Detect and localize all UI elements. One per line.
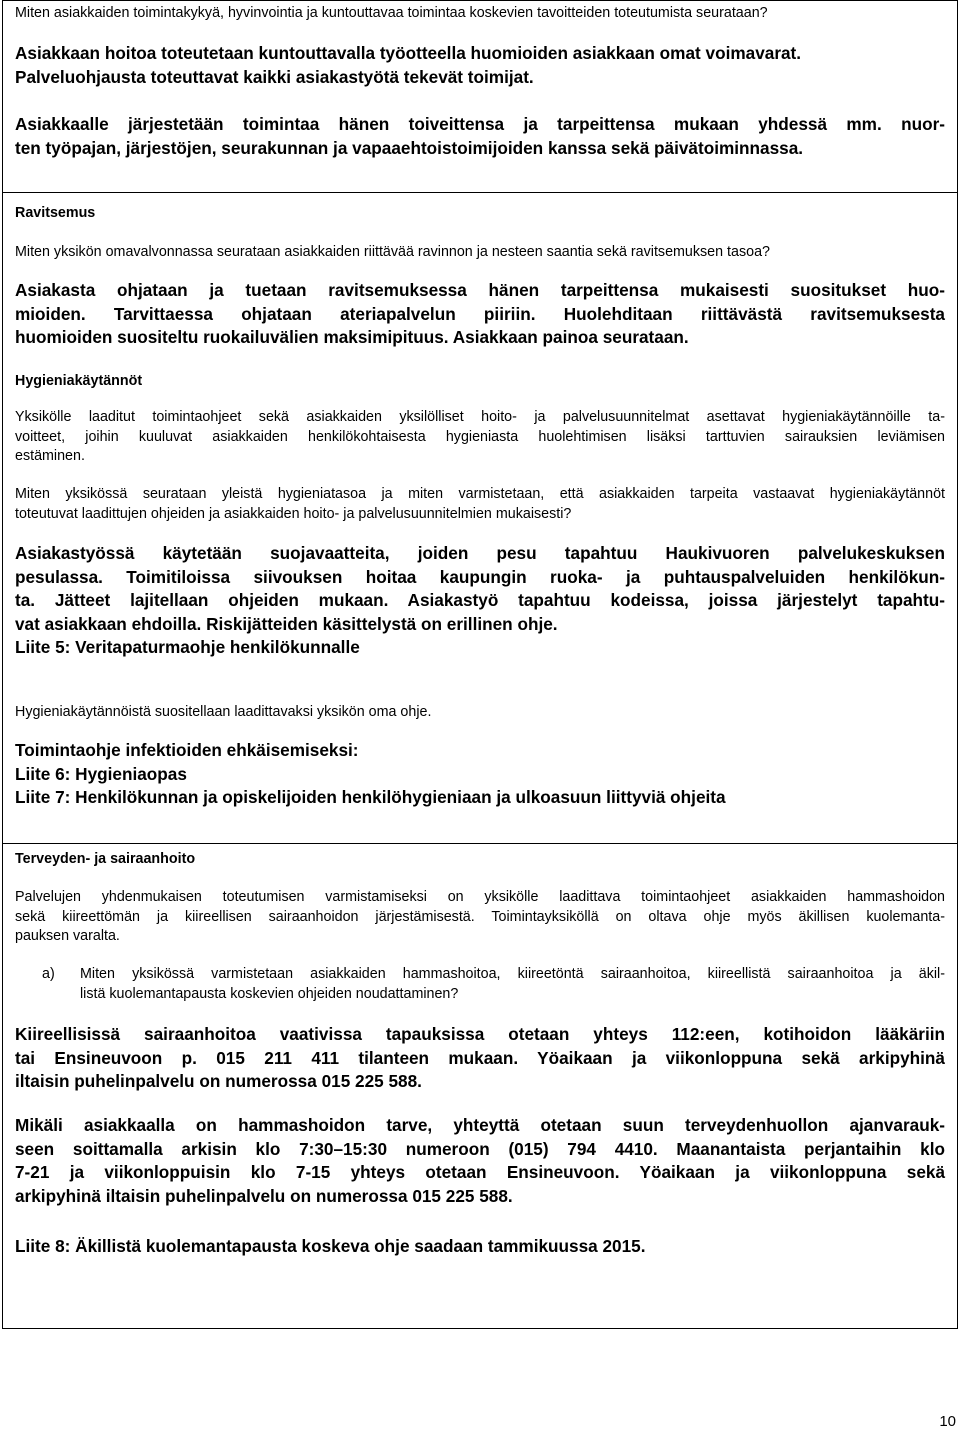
liite-7: Liite 7: Henkilökunnan ja opiskelijoiden henkilöhygieniaan ja ulkoasuun liittyviä ohjeita xyxy=(15,787,726,808)
nutrition-answer: Asiakasta ohjataan ja tuetaan ravitsemuksessa hänen tarpeittensa mukaisesti suositukset huo- mioiden. Tarvittaessa ohjataan ateriapalvelun piiriin. Huolehditaan riittävästä ravitsemuksesta huomioiden suositeltu ruokailuvälien maksimipituus. Asiakkaan painoa seurataan. xyxy=(15,280,945,348)
goals-answer-2: Asiakkaalle järjestetään toimintaa hänen toiveittensa ja tarpeittensa mukaan yhdessä mm. nuor- ten työpajan, järjestöjen, seurakunnan ja vapaaehtoistoimijoiden kanssa sekä päivätoiminnassa. xyxy=(15,114,945,158)
page-number: 10 xyxy=(939,1413,956,1430)
healthcare-answer-1: Kiireellisissä sairaanhoitoa vaativissa tapauksissa otetaan yhteys 112:een, kotihoidon lääkäriin tai Ensineuvoon p. 015 211 411 tilanteen mukaan. Yöaikaan ja viikonloppuna sekä arkipyhinä iltaisin puhelinpalvelu on numerossa 015 225 588. xyxy=(15,1024,945,1092)
nutrition-heading: Ravitsemus xyxy=(15,205,96,221)
nutrition-question: Miten yksikön omavalvonnassa seurataan asiakkaiden riittävää ravinnon ja nesteen saantia sekä ravitsemuksen tasoa? xyxy=(15,244,770,260)
liite-8: Liite 8: Äkillistä kuolemantapausta koskeva ohje saadaan tammikuussa 2015. xyxy=(15,1236,646,1256)
section-goals-box xyxy=(2,0,958,193)
hygiene-text-1: Yksikölle laaditut toimintaohjeet sekä asiakkaiden yksilölliset hoito- ja palvelusuunnitelmat asettavat hygieniakäytännöille ta- voitteet, joihin kuuluvat asiakkaiden henkilökohtaisesta hygieniasta huolehtimisen lisäksi tarttuvien sairauksien leviämisen estäminen. xyxy=(15,409,945,464)
list-item-a: a) Miten yksikössä varmistetaan asiakkaiden hammashoitoa, kiireetöntä sairaanhoitoa, kiireellistä sairaanhoitoa ja äkil- listä kuolemantapausta koskevien ohjeiden noudattaminen? xyxy=(42,966,945,1002)
liite-5: Liite 5: Veritapaturmaohje henkilökunnalle xyxy=(15,637,360,658)
hygiene-answer: Asiakastyössä käytetään suojavaatteita, joiden pesu tapahtuu Haukivuoren palvelukeskuksen pesulassa. Toimitiloissa siivouksen hoitaa kaupungin ruoka- ja puhtauspalveluiden henkilökun- ta. Jätteet lajitellaan ohjeiden mukaan. Asiakastyö tapahtuu kodeissa, joissa järjestelyt tapahtu- vat asiakkaan ehdoilla. Riskijätteiden käsittelystä on erillinen ohje. Liite 5: Veritapaturmaohje henkilökunnalle xyxy=(15,542,945,660)
hygiene-heading: Hygieniakäytännöt xyxy=(15,373,143,389)
goals-answer-1: Asiakkaan hoitoa toteutetaan kuntouttavalla työotteella huomioiden asiakkaan omat voimavarat. Palveluohjausta toteuttavat kaikki asiakastyötä tekevät toimijat. xyxy=(15,43,802,87)
healthcare-heading: Terveyden- ja sairaanhoito xyxy=(15,851,196,867)
healthcare-answer-2: Mikäli asiakkaalla on hammashoidon tarve, yhteyttä otetaan suun terveydenhuollon ajanvarauk- seen soittamalla arkisin klo 7:30–15:30 numeroon (015) 794 4410. Maanantaista perjantaihin klo 7-21 ja viikonloppuisin klo 7-15 yhteys otetaan Ensineuvoon. Yöaikaan ja viikonloppuna sekä arkipyhinä iltaisin puhelinpalvelu on numerossa 015 225 588. xyxy=(15,1115,945,1206)
hygiene-recommendation: Hygieniakäytännöistä suositellaan laadittavaksi yksikön oma ohje. xyxy=(15,704,432,720)
section-healthcare-box xyxy=(2,843,958,1329)
healthcare-text: Palvelujen yhdenmukaisen toteutumisen varmistamiseksi on yksikölle laadittava toimintaohjeet asiakkaiden hammashoidon sekä kiireettömän ja kiireellisen sairaanhoidon järjestämisestä. Toimintayksiköllä on oltava ohje myös äkillisen kuolemanta- pauksen varalta. xyxy=(15,889,945,944)
list-marker: a) xyxy=(42,966,55,982)
liite-6: Liite 6: Hygieniaopas xyxy=(15,763,187,784)
infection-instructions: Toimintaohje infektioiden ehkäisemiseksi: Liite 6: Hygieniaopas Liite 7: Henkilökunnan ja opiskelijoiden henkilöhygieniaan ja ulkoasuun liittyviä ohjeita xyxy=(15,739,945,810)
goals-question: Miten asiakkaiden toimintakykyä, hyvinvointia ja kuntouttavaa toimintaa koskevien tavoitteiden toteutumista seurataan? xyxy=(15,5,768,21)
section-nutrition-hygiene-box xyxy=(2,192,958,844)
hygiene-text-2: Miten yksikössä seurataan yleistä hygieniatasoa ja miten varmistetaan, että asiakkaiden tarpeita vastaavat hygieniakäytännöt toteutuvat laadittujen ohjeiden ja asiakkaiden hoito- ja palvelusuunnitelmien mukaisesti? xyxy=(15,486,945,522)
